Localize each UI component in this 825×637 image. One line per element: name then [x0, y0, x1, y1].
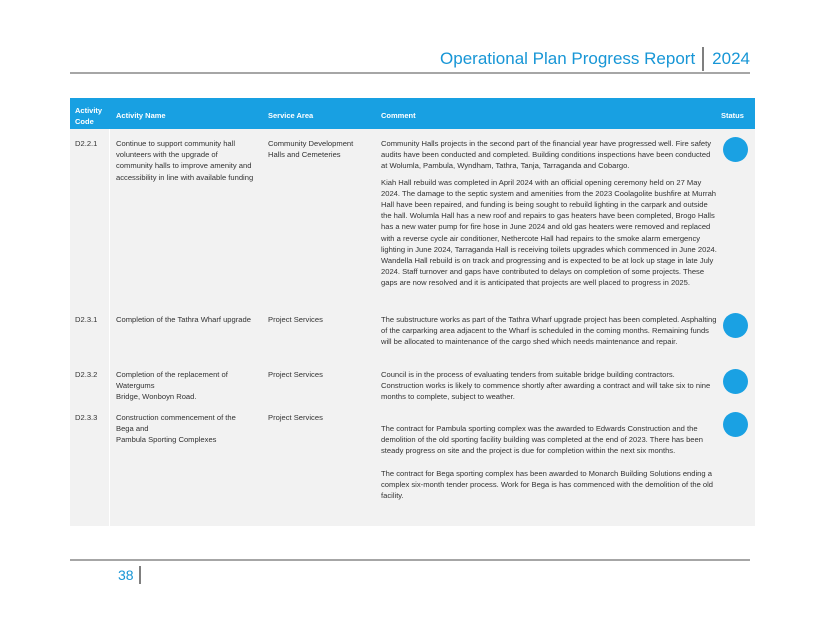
- table-header: [70, 98, 755, 129]
- comment-paragraph: Kiah Hall rebuild was completed in April 2024 with an official opening ceremony held on 27 May 2024. The damage to the septic system and amenities from the 2023 Coolagolite bushfire at Murrah Hall have been repaired, and funding is being sought to rebuild lighting in the carpark and outside the hall. Wolumla Hall has a new roof and repairs to gas heaters have been completed, Brogo Halls has a new water pump for fire hose in June 2024 and old gas heaters were removed and replaced with a reverse cycle air conditioner, Nethercote Hall had repairs to the smoke alarm emergency lighting in June 2024, Tarraganda Hall is receiving toilets upgrades which commenced in June 2024. Wandella Hall rebuild is on track and progressing and is expected to be at lock up stage in late July 2024. Staff turnover and gaps have contributed to delays on completion of some projects. These gaps are now resolved and it is anticipated that projects are well placed to progress in 2025.: [381, 177, 717, 288]
- header-status: Status: [721, 111, 744, 120]
- footer-rule: [70, 559, 750, 561]
- status-indicator: [723, 369, 748, 394]
- activity-name: [116, 369, 256, 403]
- page-number: [118, 566, 141, 584]
- activity-name-line: Bridge, Wonboyn Road.: [116, 392, 197, 402]
- header-activity-name: Activity Name: [116, 111, 166, 120]
- comment-paragraph: Council is in the process of evaluating tenders from suitable bridge building contractors. Construction works is likely to commence shortly after awarding a contract and will take six to nine months to complete, subject to weather.: [381, 370, 711, 402]
- page-number-divider: [139, 566, 141, 584]
- report-year: 2024: [712, 49, 750, 68]
- page-number-text: 38: [118, 567, 134, 583]
- header-comment: Comment: [381, 111, 416, 120]
- report-header: [440, 47, 750, 71]
- comment-paragraph: The substructure works as part of the Tathra Wharf upgrade project has been completed. Asphalting of the carparking area adjacent to the Wharf is scheduled in the coming months. Remaining funds will be allocated to maintenance of the cargo shed which needs maintenance and repair.: [381, 315, 717, 347]
- comment: [381, 138, 717, 294]
- service-area: Project Services: [268, 315, 323, 324]
- header-rule: [70, 72, 750, 74]
- status-indicator: [723, 412, 748, 437]
- comment-paragraph: The contract for Bega sporting complex has been awarded to Monarch Building Solutions ending a complex six-month tender process. Work for Bega is has commenced with the demolition of the old facility.: [381, 468, 714, 501]
- header-divider: [702, 47, 704, 71]
- comment: [381, 314, 717, 353]
- activity-code: D2.2.1: [75, 139, 98, 148]
- service-area: Project Services: [268, 370, 323, 379]
- service-area: Community Development Halls and Cemeteries: [268, 139, 354, 160]
- activity-name-line: Pambula Sporting Complexes: [116, 435, 217, 445]
- status-indicator: [723, 313, 748, 338]
- comment: [381, 369, 717, 408]
- comment-paragraph: The contract for Pambula sporting complex was the awarded to Edwards Construction and the demolition of the old sporting facility building was completed at the end of 2023. There has been steady progress on site and the project is due for completion within the next six months.: [381, 424, 703, 456]
- activity-name-line: Completion of the replacement of Watergums: [116, 370, 228, 391]
- activity-code: D2.3.2: [75, 370, 98, 379]
- column-divider: [109, 129, 110, 526]
- activity-name: [116, 412, 256, 446]
- activity-name: Completion of the Tathra Wharf upgrade: [116, 315, 251, 324]
- comment: [381, 423, 717, 506]
- report-title: Operational Plan Progress Report: [440, 49, 696, 68]
- activity-name-line: Construction commencement of the Bega and: [116, 413, 236, 434]
- service-area: Project Services: [268, 413, 323, 422]
- comment-paragraph: Community Halls projects in the second part of the financial year have progressed well. Fire safety audits have been conducted and completed. Building conditions inspections have been conducted at Wolumla, Pambula, Wyndham, Tathra, Tanja, Tarraganda and Cobargo.: [381, 139, 712, 171]
- activity-code: D2.3.3: [75, 413, 98, 422]
- header-activity-code: Activity Code: [75, 106, 103, 126]
- activity-table: [70, 98, 755, 526]
- header-service-area: Service Area: [268, 111, 314, 120]
- activity-name: Continue to support community hall volunteers with the upgrade of community halls to improve amenity and accessibility in line with available funding: [116, 139, 254, 182]
- activity-code: D2.3.1: [75, 315, 98, 324]
- status-indicator: [723, 137, 748, 162]
